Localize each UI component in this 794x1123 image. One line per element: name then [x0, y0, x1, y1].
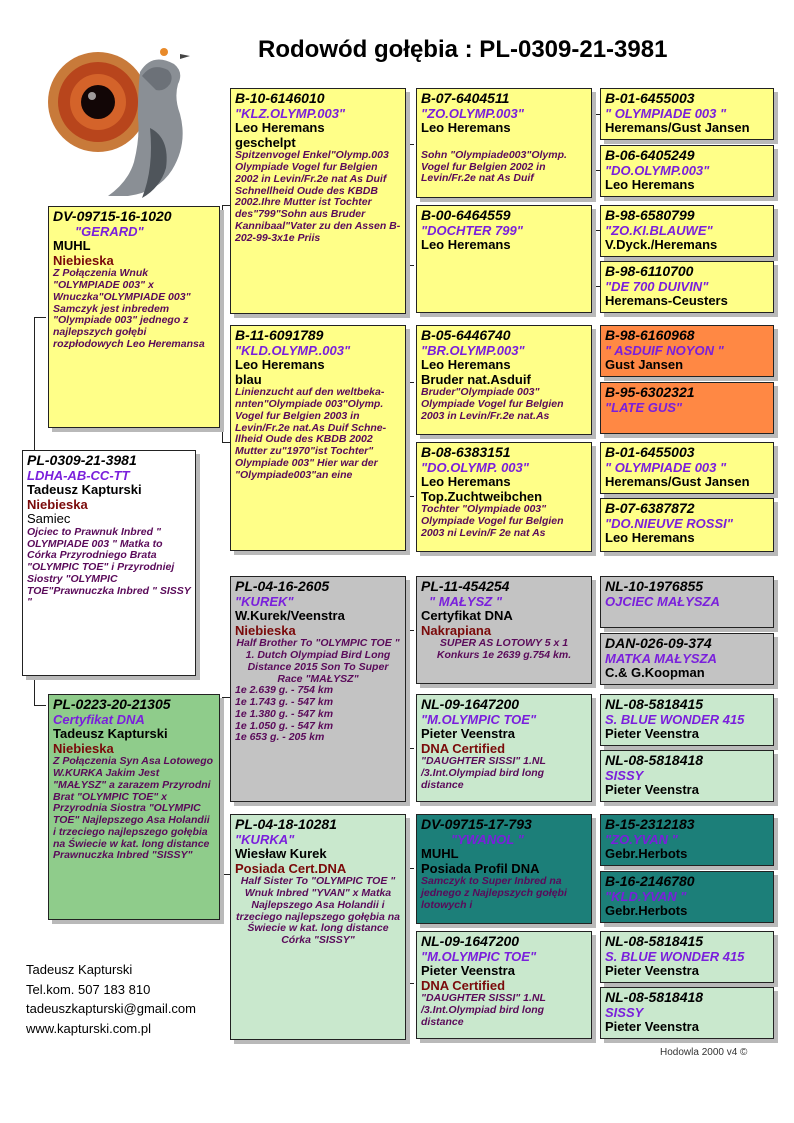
- g4-breeder: Leo Heremans: [605, 530, 695, 546]
- mfm-ring: NL-09-1647200: [421, 696, 520, 712]
- fm-card[interactable]: [230, 325, 406, 551]
- fm-name: "KLD.OLYMP..003": [235, 342, 351, 358]
- mother-note: Z Połączenia Syn Asa Lotowego W.KURKA Jakim Jest "MAŁYSZ" a zarazem Przyrodni Brat "OLYMPIC TOE" x Przyrodnia Siostra "OLYMPIC TOE" Najlepszego Asa Holandii i trzeciego najlepszego gołębia na Świecie w kat. long distance Prawnuczka Inbred "SISSY": [53, 755, 214, 862]
- g4-card-12[interactable]: [600, 750, 774, 802]
- g4-ring: NL-08-5818418: [605, 752, 704, 768]
- g4-ring: DAN-026-09-374: [605, 635, 712, 651]
- g4-ring: B-98-6580799: [605, 207, 695, 223]
- g4-card-7[interactable]: [600, 442, 774, 494]
- g4-card-6[interactable]: [600, 382, 774, 434]
- g4-ring: NL-08-5818415: [605, 696, 704, 712]
- g4-card-9[interactable]: [600, 576, 774, 628]
- mf-result-3: 1e 1.380 g. - 547 km: [235, 707, 334, 720]
- father-ring: DV-09715-16-1020: [53, 208, 172, 224]
- mf-color: Niebieska: [235, 622, 296, 638]
- g4-breeder: Pieter Veenstra: [605, 726, 699, 742]
- ffm-ring: B-00-6464559: [421, 207, 511, 223]
- main-code: LDHA-AB-CC-TT: [27, 467, 130, 483]
- owner-contact: [26, 960, 226, 1038]
- g4-name: "DO.OLYMP.003": [605, 162, 710, 178]
- fmm-name: "DO.OLYMP. 003": [421, 459, 529, 475]
- main-color: Niebieska: [27, 496, 88, 512]
- g4-name: OJCIEC MAŁYSZA: [605, 593, 720, 609]
- mother-name: Certyfikat DNA: [53, 711, 145, 727]
- g4-breeder: Pieter Veenstra: [605, 1019, 699, 1035]
- owner-website[interactable]: www.kapturski.com.pl: [26, 1020, 151, 1036]
- g4-ring: B-07-6387872: [605, 500, 695, 516]
- mfm-name: "M.OLYMPIC TOE": [421, 711, 537, 727]
- g4-card-10[interactable]: [600, 633, 774, 685]
- ff-card[interactable]: [230, 88, 406, 314]
- g4-card-2[interactable]: [600, 145, 774, 197]
- pigeon-logo-image: [44, 32, 200, 198]
- fmm-card[interactable]: [416, 442, 592, 552]
- g4-card-8[interactable]: [600, 498, 774, 552]
- g4-breeder: Heremans/Gust Jansen: [605, 474, 750, 490]
- g4-breeder: Gebr.Herbots: [605, 846, 688, 862]
- g4-breeder: Gust Jansen: [605, 357, 684, 373]
- mf-result-1: 1e 2.639 g. - 754 km: [235, 684, 334, 697]
- g4-name: "DO.NIEUVE ROSSI": [605, 515, 733, 531]
- main-ring: PL-0309-21-3981: [27, 452, 137, 468]
- g4-ring: B-01-6455003: [605, 444, 695, 460]
- g4-breeder: C.& G.Koopman: [605, 665, 705, 681]
- g4-card-5[interactable]: [600, 325, 774, 377]
- mm-card[interactable]: [230, 814, 406, 1040]
- mf-card[interactable]: [230, 576, 406, 802]
- g4-breeder: Pieter Veenstra: [605, 963, 699, 979]
- fmf-note: Bruder"Olympiade 003" Olympiade Vogel fur Belgien 2003 in Levin/Fr.2e nat.As: [421, 386, 564, 422]
- main-breeder: Tadeusz Kapturski: [27, 482, 142, 498]
- g4-breeder: V.Dyck./Heremans: [605, 237, 718, 253]
- ff-breeder: Leo Heremans: [235, 120, 325, 136]
- mff-name: " MAŁYSZ ": [429, 593, 502, 609]
- father-name: "GERARD": [75, 223, 144, 239]
- g4-name: " ASDUIF NOYON ": [605, 342, 724, 358]
- fm-color: blau: [235, 371, 262, 387]
- g4-breeder: Gebr.Herbots: [605, 903, 688, 919]
- mother-color: Niebieska: [53, 740, 114, 756]
- g4-name: S. BLUE WONDER 415: [605, 948, 745, 964]
- fff-note: Sohn "Olympiade003"Olymp. Vogel fur Belgien 2002 in Levin/Fr.2e nat As Duif: [421, 148, 567, 185]
- g4-name: "ZO.YVAN ": [605, 831, 678, 847]
- g4-ring: B-98-6160968: [605, 327, 695, 343]
- g4-name: "LATE GUS": [605, 399, 683, 415]
- ff-name: "KLZ.OLYMP.003": [235, 105, 346, 121]
- mother-ring: PL-0223-20-21305: [53, 696, 171, 712]
- owner-name: Tadeusz Kapturski: [26, 962, 133, 977]
- mm-ring: PL-04-18-10281: [235, 816, 337, 832]
- page-title: Rodowód gołębia : PL-0309-21-3981: [258, 36, 668, 63]
- mother-card[interactable]: [48, 694, 220, 920]
- fmf-name: "BR.OLYMP.003": [421, 342, 525, 358]
- g4-name: S. BLUE WONDER 415: [605, 711, 745, 727]
- mf-name: "KUREK": [235, 593, 294, 609]
- mmf-note: Samczyk to Super Inbred na jednego z Najlepszych gołębi lotowych i: [421, 875, 567, 911]
- g4-card-1[interactable]: [600, 88, 774, 140]
- mff-card[interactable]: [416, 576, 592, 684]
- father-card[interactable]: [48, 206, 220, 428]
- g4-name: SISSY: [605, 767, 644, 783]
- ff-ring: B-10-6146010: [235, 90, 325, 106]
- mm-name: "KURKA": [235, 831, 295, 847]
- mfm-breeder: Pieter Veenstra: [421, 726, 515, 742]
- g4-ring: B-16-2146780: [605, 873, 695, 889]
- mmf-extra: Posiada Profil DNA: [421, 860, 540, 876]
- g4-name: "ZO.KI.BLAUWE": [605, 222, 713, 238]
- ffm-card[interactable]: [416, 205, 592, 313]
- g4-card-11[interactable]: [600, 694, 774, 746]
- mother-breeder: Tadeusz Kapturski: [53, 726, 168, 742]
- ff-note: Spitzenvogel Enkel"Olymp.003 Olympiade Vogel fur Belgien 2002 in Levin/Fr.2e nat As Duif Schnellheid Oude des KBDB 2002.Ihre Mutter ist Tochter des"799"Sohn aus Bruder Kannibaal"Vater zu den Assen B-202-99-3x1e Priis: [235, 149, 401, 244]
- g4-name: MATKA MAŁYSZA: [605, 650, 717, 666]
- mfm-note: "DAUGHTER SISSI" 1.NL /3.Int.Olympiad bird long distance: [421, 755, 546, 791]
- g4-name: " OLYMPIADE 003 ": [605, 105, 727, 121]
- g4-breeder: Pieter Veenstra: [605, 782, 699, 798]
- g4-ring: NL-10-1976855: [605, 578, 704, 594]
- g4-card-4[interactable]: [600, 261, 774, 313]
- g4-card-3[interactable]: [600, 205, 774, 257]
- mmm-extra: DNA Certified: [421, 977, 506, 993]
- ffm-name: "DOCHTER 799": [421, 222, 523, 238]
- mmm-name: "M.OLYMPIC TOE": [421, 948, 537, 964]
- mmf-breeder: MUHL: [421, 846, 459, 862]
- mf-note: Half Brother To "OLYMPIC TOE " 1. Dutch Olympiad Bird Long Distance 2015 Son To Super Race "MAŁYSZ": [236, 637, 400, 685]
- mmf-ring: DV-09715-17-793: [421, 816, 532, 832]
- fmf-card[interactable]: [416, 325, 592, 435]
- g4-ring: B-98-6110700: [605, 263, 694, 279]
- father-breeder: MUHL: [53, 238, 91, 254]
- mm-breeder: Wiesław Kurek: [235, 846, 327, 862]
- mmf-name: "YWANOL ": [451, 831, 524, 847]
- g4-ring: B-15-2312183: [605, 816, 695, 832]
- g4-name: "DE 700 DUIVIN": [605, 278, 709, 294]
- mfm-extra: DNA Certified: [421, 740, 506, 756]
- mfm-card[interactable]: [416, 694, 592, 802]
- g4-card-13[interactable]: [600, 814, 774, 866]
- fm-ring: B-11-6091789: [235, 327, 324, 343]
- g4-name: SISSY: [605, 1004, 644, 1020]
- mff-color: Nakrapiana: [421, 622, 492, 638]
- fff-card[interactable]: [416, 88, 592, 198]
- fmm-extra: Top.Zuchtweibchen: [421, 488, 543, 504]
- fmf-breeder: Leo Heremans: [421, 357, 511, 373]
- mm-color: Posiada Cert.DNA: [235, 860, 347, 876]
- g4-ring: B-06-6405249: [605, 147, 695, 163]
- mff-breeder: Certyfikat DNA: [421, 608, 513, 624]
- fmm-ring: B-08-6383151: [421, 444, 511, 460]
- mmf-card[interactable]: [416, 814, 592, 924]
- ffm-breeder: Leo Heremans: [421, 237, 511, 253]
- g4-card-16[interactable]: [600, 987, 774, 1039]
- fmf-extra: Bruder nat.Asduif: [421, 371, 531, 387]
- fm-breeder: Leo Heremans: [235, 357, 325, 373]
- mf-breeder: W.Kurek/Veenstra: [235, 608, 345, 624]
- fmm-breeder: Leo Heremans: [421, 474, 511, 490]
- mf-result-5: 1e 653 g. - 205 km: [235, 731, 325, 744]
- main-note: Ojciec to Prawnuk Inbred " OLYMPIADE 003 " Matka to Córka Przyrodniego Brata "OLYMPIC TOE" i Przyrodniej Siostry "OLYMPIC TOE"Prawnuczka Inbred " SISSY ": [27, 525, 191, 609]
- mff-ring: PL-11-454254: [421, 578, 510, 594]
- g4-breeder: Heremans-Ceusters: [605, 293, 728, 309]
- fff-breeder: Leo Heremans: [421, 120, 511, 136]
- mmm-note: "DAUGHTER SISSI" 1.NL /3.Int.Olympiad bird long distance: [421, 992, 546, 1028]
- mmm-ring: NL-09-1647200: [421, 933, 520, 949]
- mmm-breeder: Pieter Veenstra: [421, 963, 515, 979]
- g4-ring: NL-08-5818418: [605, 989, 704, 1005]
- mmm-card[interactable]: [416, 931, 592, 1039]
- mf-result-2: 1e 1.743 g. - 547 km: [235, 696, 334, 709]
- g4-ring: B-01-6455003: [605, 90, 695, 106]
- fff-name: "ZO.OLYMP.003": [421, 105, 524, 121]
- g4-card-15[interactable]: [600, 931, 774, 983]
- ff-color: geschelpt: [235, 134, 296, 150]
- mff-note: SUPER AS LOTOWY 5 x 1 Konkurs 1e 2639 g.754 km.: [436, 637, 572, 662]
- father-color: Niebieska: [53, 252, 114, 268]
- g4-ring: B-95-6302321: [605, 384, 695, 400]
- g4-name: " OLYMPIADE 003 ": [605, 459, 727, 475]
- fmf-ring: B-05-6446740: [421, 327, 511, 343]
- fm-note: Linienzucht auf den weltbeka- nnten"Olympiade 003"Olymp. Vogel fur Belgien 2003 in Levin/Fr.2e nat.As Duif Schne- llheid Oude des KBDB 2002 Mutter zu"1970"ist Tochter" Olympiade 003" Hier war der "Olympiade003"an eine: [235, 386, 387, 481]
- g4-ring: NL-08-5818415: [605, 933, 704, 949]
- owner-phone: Tel.kom. 507 183 810: [26, 981, 151, 997]
- mf-result-4: 1e 1.050 g. - 547 km: [235, 719, 334, 732]
- main-sex: Samiec: [27, 511, 71, 527]
- father-note: Z Połączenia Wnuk "OLYMPIADE 003" x Wnuczka"OLYMPIADE 003" Samczyk jest inbredem "Olympiade 003" jednego z najlepszych gołębi rozpłodowych Leo Heremansa: [53, 267, 205, 350]
- mf-ring: PL-04-16-2605: [235, 578, 330, 594]
- owner-email[interactable]: tadeuszkapturski@gmail.com: [26, 1001, 196, 1016]
- main-pigeon-card[interactable]: [22, 450, 196, 676]
- g4-name: "KLD.YVAN ": [605, 888, 687, 904]
- g4-breeder: Heremans/Gust Jansen: [605, 120, 750, 136]
- g4-breeder: Leo Heremans: [605, 177, 695, 193]
- fff-ring: B-07-6404511: [421, 90, 510, 106]
- mm-note: Half Sister To "OLYMPIC TOE " Wnuk Inbred "YVAN" x Matka Najlepszego Asa Holandii i trzeciego najlepszego gołębia na Świecie w kat. long distance Córka "SISSY": [236, 875, 400, 947]
- software-credit: Hodowla 2000 v4 ©: [660, 1047, 748, 1058]
- g4-card-14[interactable]: [600, 871, 774, 923]
- fmm-note: Tochter "Olympiade 003" Olympiade Vogel fur Belgien 2003 ni Levin/F 2e nat As: [421, 503, 564, 539]
